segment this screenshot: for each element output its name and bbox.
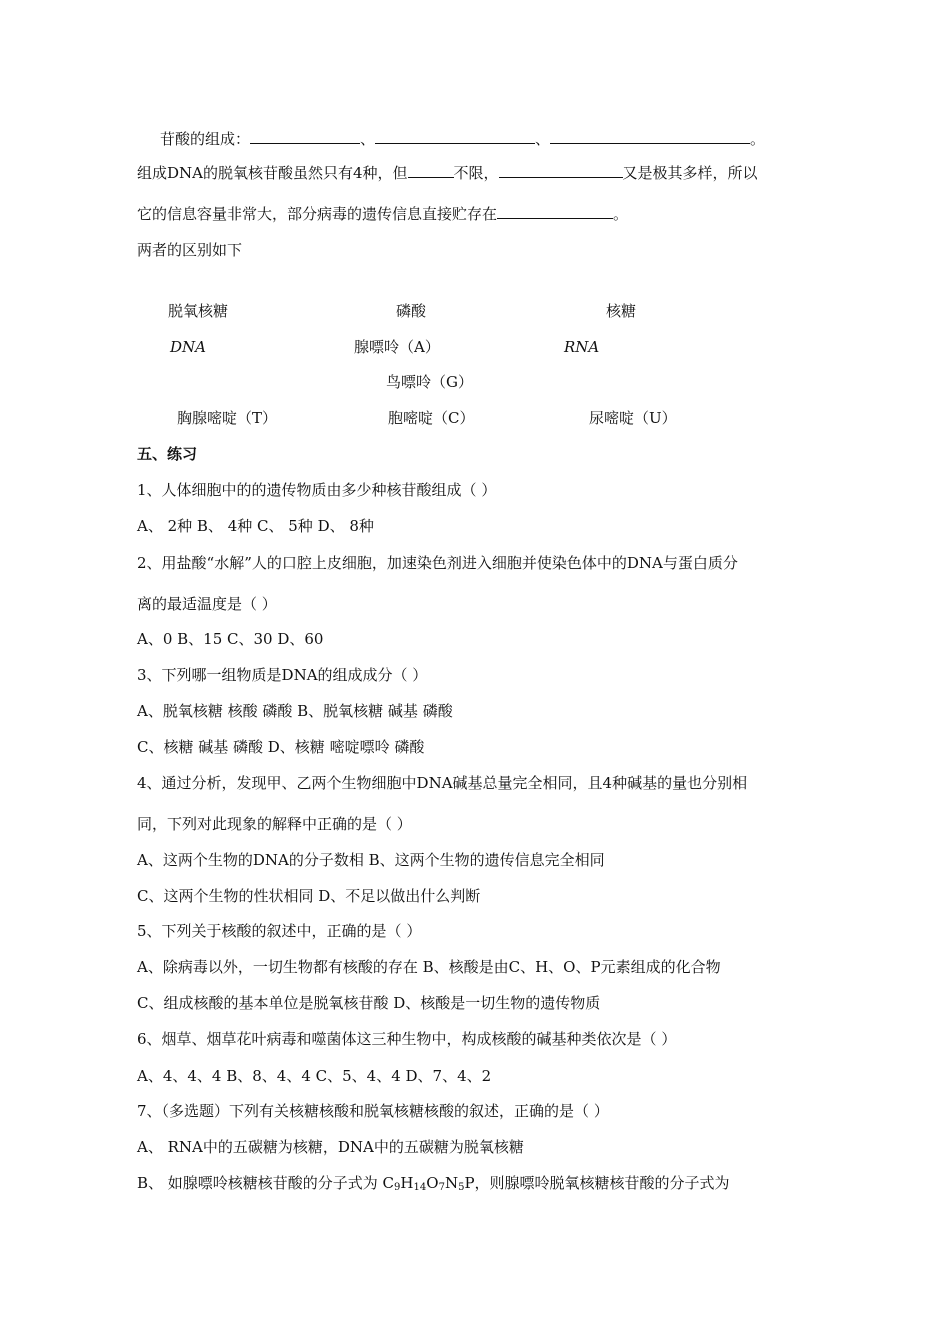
question-3-options-2: C、核糖 碱基 磷酸 D、核糖 嘧啶嘌呤 磷酸 bbox=[137, 738, 425, 756]
blank-3[interactable] bbox=[550, 129, 750, 144]
section-title: 五、练习 bbox=[137, 445, 198, 463]
question-5-options-1: A、除病毒以外，一切生物都有核酸的存在 B、核酸是由C、H、O、P元素组成的化合物 bbox=[137, 958, 721, 976]
difference-intro: 两者的区别如下 bbox=[137, 241, 243, 259]
subscript: 7 bbox=[438, 1182, 445, 1193]
text: H bbox=[400, 1174, 414, 1192]
fill-line-2 bbox=[137, 163, 758, 183]
label-cytosine: 胞嘧啶（C） bbox=[388, 409, 475, 427]
text: 不限， bbox=[453, 164, 499, 182]
subscript: 5 bbox=[458, 1182, 465, 1193]
blank-1[interactable] bbox=[250, 129, 360, 144]
text: B、 如腺嘌呤核糖核苷酸的分子式为 C bbox=[137, 1174, 395, 1192]
label-thymine: 胸腺嘧啶（T） bbox=[177, 409, 278, 427]
label-deoxyribose: 脱氧核糖 bbox=[168, 302, 229, 320]
subscript: 9 bbox=[394, 1182, 401, 1193]
fill-line-3 bbox=[137, 204, 628, 224]
label-phosphate: 磷酸 bbox=[396, 302, 427, 320]
label-uracil: 尿嘧啶（U） bbox=[589, 409, 677, 427]
question-7-option-b bbox=[137, 1173, 730, 1198]
question-6: 6、烟草、烟草花叶病毒和噬菌体这三种生物中，构成核酸的碱基种类依次是（ ） bbox=[137, 1030, 677, 1048]
label-adenine: 腺嘌呤（A） bbox=[354, 338, 440, 356]
question-5-options-2: C、组成核酸的基本单位是脱氧核苷酸 D、核酸是一切生物的遗传物质 bbox=[137, 994, 601, 1012]
question-2-line-1: 2、用盐酸“水解”人的口腔上皮细胞，加速染色剂进入细胞并使染色体中的DNA与蛋白质分 bbox=[137, 554, 738, 572]
question-4-line-2: 同，下列对此现象的解释中正确的是（ ） bbox=[137, 815, 412, 833]
question-7: 7、（多选题）下列有关核糖核酸和脱氧核糖核酸的叙述，正确的是（ ） bbox=[137, 1102, 609, 1120]
question-4-options-2: C、这两个生物的性状相同 D、不足以做出什么判断 bbox=[137, 887, 481, 905]
label-ribose: 核糖 bbox=[606, 302, 637, 320]
text: 又是极其多样，所以 bbox=[622, 164, 758, 182]
question-7-option-a: A、 RNA中的五碳糖为核糖，DNA中的五碳糖为脱氧核糖 bbox=[137, 1138, 524, 1156]
text: P，则腺嘌呤脱氧核糖核苷酸的分子式为 bbox=[464, 1174, 730, 1192]
blank-6[interactable] bbox=[497, 204, 613, 219]
text: N bbox=[444, 1174, 459, 1192]
period: 。 bbox=[750, 130, 766, 148]
text: 它的信息容量非常大，部分病毒的遗传信息直接贮存在 bbox=[137, 205, 498, 223]
blank-4[interactable] bbox=[408, 163, 454, 178]
blank-5[interactable] bbox=[499, 163, 623, 178]
label-guanine: 鸟嘌呤（G） bbox=[386, 373, 473, 391]
question-3-options-1: A、脱氧核糖 核酸 磷酸 B、脱氧核糖 碱基 磷酸 bbox=[137, 702, 453, 720]
text: 组成DNA的脱氧核苷酸虽然只有4种，但 bbox=[137, 164, 408, 182]
separator: 、 bbox=[535, 130, 551, 148]
text: O bbox=[426, 1174, 439, 1192]
blank-2[interactable] bbox=[375, 129, 535, 144]
period: 。 bbox=[613, 205, 629, 223]
fill-line-1 bbox=[160, 129, 765, 149]
question-1: 1、人体细胞中的的遗传物质由多少种核苷酸组成（ ） bbox=[137, 481, 497, 499]
question-4-options-1: A、这两个生物的DNA的分子数相 B、这两个生物的遗传信息完全相同 bbox=[137, 851, 605, 869]
question-5: 5、下列关于核酸的叙述中，正确的是（ ） bbox=[137, 922, 422, 940]
nucleotide-composition-label: 苷酸的组成： bbox=[160, 130, 251, 148]
question-6-options: A、4、4、4 B、8、4、4 C、5、4、4 D、7、4、2 bbox=[137, 1067, 492, 1085]
label-dna: DNA bbox=[170, 338, 206, 356]
question-4-line-1: 4、通过分析，发现甲、乙两个生物细胞中DNA碱基总量完全相同，且4种碱基的量也分别相 bbox=[137, 774, 748, 792]
separator: 、 bbox=[360, 130, 376, 148]
label-rna: RNA bbox=[564, 338, 600, 356]
question-2-line-2: 离的最适温度是（ ） bbox=[137, 595, 277, 613]
question-2-options: A、0 B、15 C、30 D、60 bbox=[137, 630, 324, 648]
subscript: 14 bbox=[413, 1182, 427, 1193]
question-1-options: A、 2种 B、 4种 C、 5种 D、 8种 bbox=[137, 517, 374, 535]
question-3: 3、下列哪一组物质是DNA的组成成分（ ） bbox=[137, 666, 428, 684]
